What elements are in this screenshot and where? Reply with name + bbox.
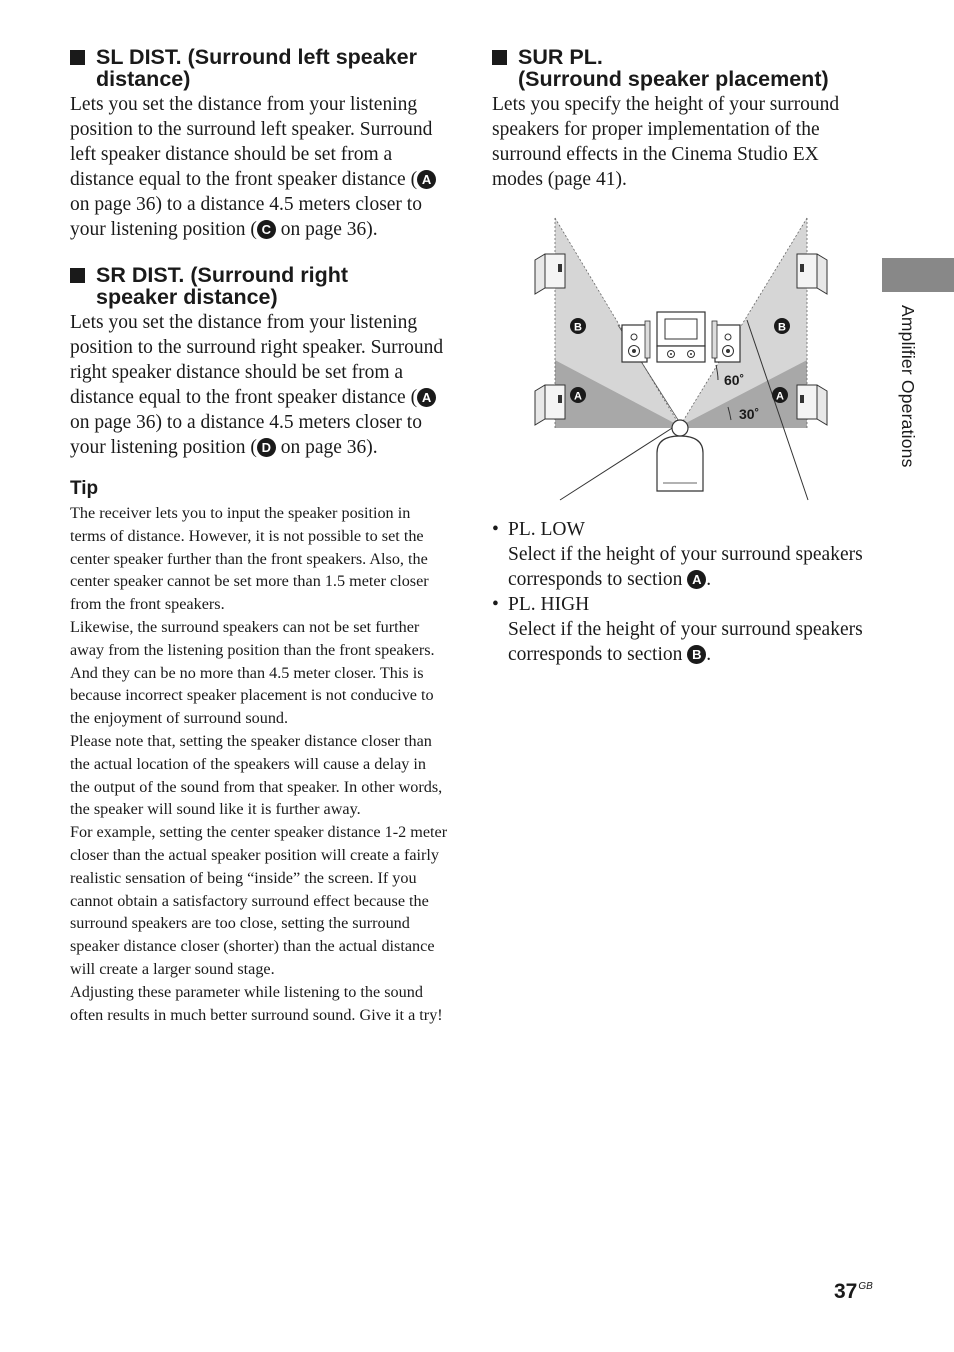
section-b-marker-right [774, 318, 790, 334]
tip-paragraph-4: For example, setting the center speaker distance 1-2 meter closer than the actual speaker position will create a fairly realistic sensation of being “inside” the screen. If you cannot obtain a satisfactory surround effect because the surround speakers are too close, setting the surround speaker distance closer (shorter) than the actual distance will create a larger sound stage. [70, 823, 448, 978]
angle-30-label: 30˚ [739, 406, 760, 422]
speaker-placement-diagram [525, 208, 830, 503]
sr-dist-heading [70, 264, 448, 308]
sr-text-2: on page 36) to a distance 4.5 meters closer to your listening position ( [70, 412, 422, 458]
square-bullet-icon [70, 50, 85, 65]
listener-icon [657, 420, 703, 491]
option-label: PL. HIGH [508, 594, 590, 615]
page-number-suffix: GB [858, 1281, 873, 1292]
section-a-label: A [574, 390, 582, 403]
option-period: . [706, 644, 712, 665]
option-period: . [706, 569, 712, 590]
surround-right-low-speaker [797, 385, 827, 425]
tip-paragraph-3: Please note that, setting the speaker distance closer than the actual location of the speakers will cause a delay in the output of the sound from that speaker. In other words, the speaker will sound like it is further away. [70, 731, 443, 819]
sl-text-1: Lets you set the distance from your listening position to the surround left speaker. Surround left speaker distance should be set from a distance equal to the front speaker distance ( [70, 94, 433, 190]
marker-a-icon: A [417, 170, 436, 189]
option-description: Select if the height of your surround speakers corresponds to section [508, 619, 863, 665]
bullet-dot: • [492, 594, 499, 615]
section-side-label: Amplifier Operations [898, 305, 918, 468]
surround-right-high-speaker [797, 254, 827, 294]
sl-heading-line1: SL DIST. (Surround left speaker [96, 45, 417, 69]
sur-heading-line2: (Surround speaker placement) [518, 67, 829, 91]
option-description: Select if the height of your surround speakers corresponds to section [508, 544, 863, 590]
section-b-marker-left [570, 318, 586, 334]
sr-text-3: on page 36). [275, 437, 378, 458]
surround-left-low-speaker [535, 385, 565, 425]
bullet-dot: • [492, 519, 499, 540]
page-number [834, 1280, 873, 1304]
marker-a-icon: A [687, 570, 706, 589]
marker-c-icon: C [257, 220, 276, 239]
angle-60-label: 60˚ [724, 372, 745, 388]
sr-dist-description [70, 310, 448, 460]
tip-paragraph-5: Adjusting these parameter while listening to the sound often results in much better surround sound. Give it a try! [70, 982, 443, 1024]
sl-dist-description [70, 92, 448, 242]
placement-options [492, 517, 864, 667]
tip-paragraph-2: Likewise, the surround speakers can not be set further away from the listening position than the front speakers. And they can be no more than 4.5 meter closer. This is because incorrect speaker placement is not conducive to the enjoyment of surround sound. [70, 617, 435, 728]
sur-pl-description: Lets you specify the height of your surround speakers for proper implementation of the surround effects in the Cinema Studio EX modes (page 41). [492, 94, 840, 190]
section-a-marker-right [772, 387, 788, 403]
section-b-label: B [778, 321, 786, 334]
center-speaker [657, 312, 705, 362]
section-a-marker-left [570, 387, 586, 403]
sur-pl-heading [492, 46, 864, 90]
left-column [70, 46, 448, 1026]
sl-heading-line2: distance) [96, 67, 191, 91]
sl-text-2: on page 36) to a distance 4.5 meters closer to your listening position ( [70, 194, 422, 240]
marker-d-icon: D [257, 438, 276, 457]
square-bullet-icon [492, 50, 507, 65]
square-bullet-icon [70, 268, 85, 283]
sr-text-1: Lets you set the distance from your listening position to the surround right speaker. Surround right speaker distance should be set from a distance equal to the front speaker distance ( [70, 312, 444, 408]
section-b-label: B [574, 321, 582, 334]
section-a-label: A [776, 390, 784, 403]
marker-b-icon: B [687, 645, 706, 664]
tip-paragraph-1: The receiver lets you to input the speaker position in terms of distance. However, it is not possible to set the center speaker further than the front speakers. Also, the center speaker cannot be set more than 1.5 meter closer from the front speakers. [70, 504, 429, 614]
marker-a-icon: A [417, 388, 436, 407]
sl-dist-heading [70, 46, 448, 90]
option-pl-low [492, 517, 864, 592]
sur-heading-line1: SUR PL. [518, 45, 603, 69]
page-number-value: 37 [834, 1280, 858, 1303]
front-left-speaker [622, 321, 650, 362]
front-right-speaker [712, 321, 740, 362]
option-pl-high [492, 592, 864, 667]
sl-text-3: on page 36). [275, 219, 378, 240]
tip-heading: Tip [70, 478, 99, 499]
option-label: PL. LOW [508, 519, 585, 540]
sr-heading-line2: speaker distance) [96, 285, 278, 309]
surround-left-high-speaker [535, 254, 565, 294]
sr-heading-line1: SR DIST. (Surround right [96, 263, 349, 287]
section-tab [882, 258, 954, 292]
